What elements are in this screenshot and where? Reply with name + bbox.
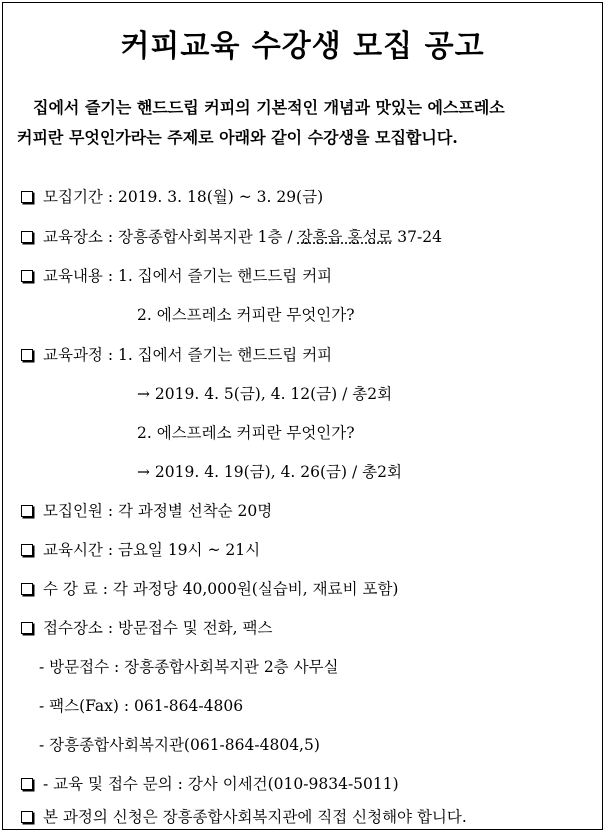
item-course-2-dates: → 2019. 4. 19(금), 4. 26(금) / 총2회 (137, 463, 402, 481)
item-inquiry: - 교육 및 접수 문의 : 강사 이세건(010-9834-5011) (21, 773, 399, 795)
intro-line-2: 커피란 무엇인가라는 주제로 아래와 같이 수강생을 모집합니다. (17, 128, 458, 147)
item-content-2: 2. 에스프레소 커피란 무엇인가? (137, 306, 355, 324)
item-fee: 수 강 료 : 각 과정당 40,000원(실습비, 재료비 포함) (21, 578, 398, 600)
intro-paragraph (17, 93, 607, 153)
item-capacity: 모집인원 : 각 과정별 선착순 20명 (21, 500, 272, 522)
item-course: 교육과정 : 1. 집에서 즐기는 핸드드립 커피 (21, 344, 332, 366)
checkbox-bullet-icon (21, 583, 33, 595)
checkbox-bullet-icon (21, 544, 33, 556)
checkbox-bullet-icon (21, 231, 33, 243)
place-address: 장흥읍 홍성로 (297, 228, 393, 246)
checkbox-bullet-icon (21, 778, 33, 790)
item-time: 교육시간 : 금요일 19시 ~ 21시 (21, 539, 260, 561)
checkbox-bullet-icon (21, 349, 33, 361)
intro-line-1: 집에서 즐기는 핸드드립 커피의 기본적인 개념과 맛있는 에스프레소 (33, 98, 505, 117)
item-course-1-dates: → 2019. 4. 5(금), 4. 12(금) / 총2회 (137, 385, 393, 403)
item-note: 본 과정의 신청은 장흥종합사회복지관에 직접 신청해야 합니다. (21, 806, 467, 828)
item-apply-fax: - 팩스(Fax) : 061-864-4806 (39, 697, 244, 715)
checkbox-bullet-icon (21, 811, 33, 823)
checkbox-bullet-icon (21, 622, 33, 634)
item-period: 모집기간 : 2019. 3. 18(월) ~ 3. 29(금) (21, 186, 323, 208)
item-content: 교육내용 : 1. 집에서 즐기는 핸드드립 커피 (21, 265, 332, 287)
notice-document (2, 2, 603, 830)
document-title: 커피교육 수강생 모집 공고 (120, 29, 485, 64)
item-apply-phone: - 장흥종합사회복지관(061-864-4804,5) (39, 736, 320, 754)
item-place: 교육장소 : 장흥종합사회복지관 1층 / 장흥읍 홍성로 37-24 (21, 226, 442, 248)
item-apply: 접수장소 : 방문접수 및 전화, 팩스 (21, 617, 272, 639)
item-course-2: 2. 에스프레소 커피란 무엇인가? (137, 424, 355, 442)
checkbox-bullet-icon (21, 270, 33, 282)
checkbox-bullet-icon (21, 191, 33, 203)
checkbox-bullet-icon (21, 505, 33, 517)
item-apply-visit: - 방문접수 : 장흥종합사회복지관 2층 사무실 (39, 658, 339, 676)
